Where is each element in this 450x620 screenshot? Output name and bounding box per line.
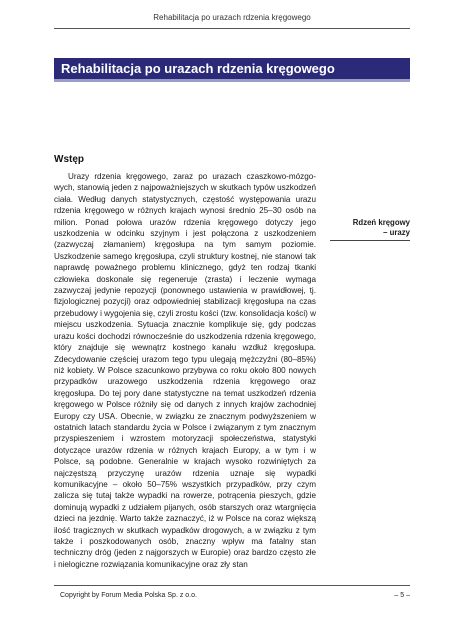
header-divider xyxy=(54,28,410,29)
chapter-title-bar xyxy=(54,58,410,82)
chapter-title: Rehabilitacja po urazach rdzenia kręgowego xyxy=(61,61,335,76)
margin-note xyxy=(330,218,410,238)
running-header: Rehabilitacja po urazach rdzenia kręgowego xyxy=(153,13,311,22)
footer-copyright: Copyright by Forum Media Polska Sp. z o.o. xyxy=(60,592,197,599)
section-heading: Wstęp xyxy=(54,154,84,165)
margin-note-line-2: – urazy xyxy=(383,228,410,237)
body-paragraph: Urazy rdzenia kręgowego, zaraz po urazach czaszkowo-mózgowych, stanowią jeden z najpoważniejszych w skutkach typów uszkodzeń ciała. Według danych statystycznych, częstość występowania urazu rdzenia kręgowego w różnych krajach wynosi średnio 25–30 osób na milion. Ponad połowa urazów rdzenia kręgowego dotyczy jego uszkodzenia w odcinku szyjnym i jest połączona z uszkodzeniem (zazwyczaj złamaniem) kręgosłupa na tym samym poziomie. Uszkodzenie samego kręgosłupa, czyli struktury kostnej, nie stanowi tak naprawdę poważnego problemu klinicznego, gdyż ten rodzaj tkanki człowieka doskonale się regeneruje (zrasta) i leczenie wymaga zazwyczaj jedynie repozycji (ponownego ustawienia w prawidłowej, tj. fizjologicznej pozycji) oraz odpowiedniej stabilizacji kręgosłupa na czas przebudowy i wygojenia się, czyli zrostu kości (tzw. konsolidacja kości) w miejscu uszkodzenia. Sytuacja znacznie komplikuje się, gdy podczas urazu kości dochodzi równocześnie do uszkodzenia rdzenia kręgowego, który znajduje się wewnątrz kostnego kanału wzdłuż kręgosłupa. Zdecydowanie częściej urazom tego typu ulegają mężczyźni (80–85%) niż kobiety. W Polsce szacunkowo przybywa co roku około 800 nowych przypadków urazowego uszkodzenia rdzenia kręgowego oraz kręgosłupa. Do tej pory dane statystyczne na temat uszkodzeń rdzenia kręgowego w Polsce różniły się od danych z innych krajów zachodniej Europy czy USA. Obecnie, w związku ze znacznym podwyższeniem w ostatnich latach standardu życia w Polsce i związanym z tym znacznym przyspieszeniem i wzrostem motoryzacji społeczeństwa, statystyki dotyczące urazów rdzenia w różnych krajach Europy, a w tym i w Polsce, są podobne. Generalnie w krajach wysoko rozwiniętych za najczęstszą przyczynę urazów rdzenia uznaje się wypadki komunikacyjne – około 50–75% wszystkich przypadków, przy czym zalicza się tutaj także wypadki na rowerze, potrącenia pieszych, gdzie dominują wypadki z udziałem pijanych, osób starszych oraz wtargnięcia dzieci na jezdnię. Warto także zaznaczyć, iż w Polsce na coraz większą ilość tragicznych w skutkach wypadków drogowych, a w związku z tym także i poszkodowanych osób, znaczny wpływ ma fatalny stan techniczny dróg (jeden z najgorszych w Europie) oraz bardzo często złe i nielogiczne rozwiązania komunikacyjne oraz zły stan xyxy=(54,172,316,569)
page-number: – 5 – xyxy=(394,592,410,599)
footer-divider xyxy=(54,585,410,586)
margin-note-line-1: Rdzeń kręgowy xyxy=(352,218,410,227)
margin-note-divider xyxy=(330,240,410,241)
